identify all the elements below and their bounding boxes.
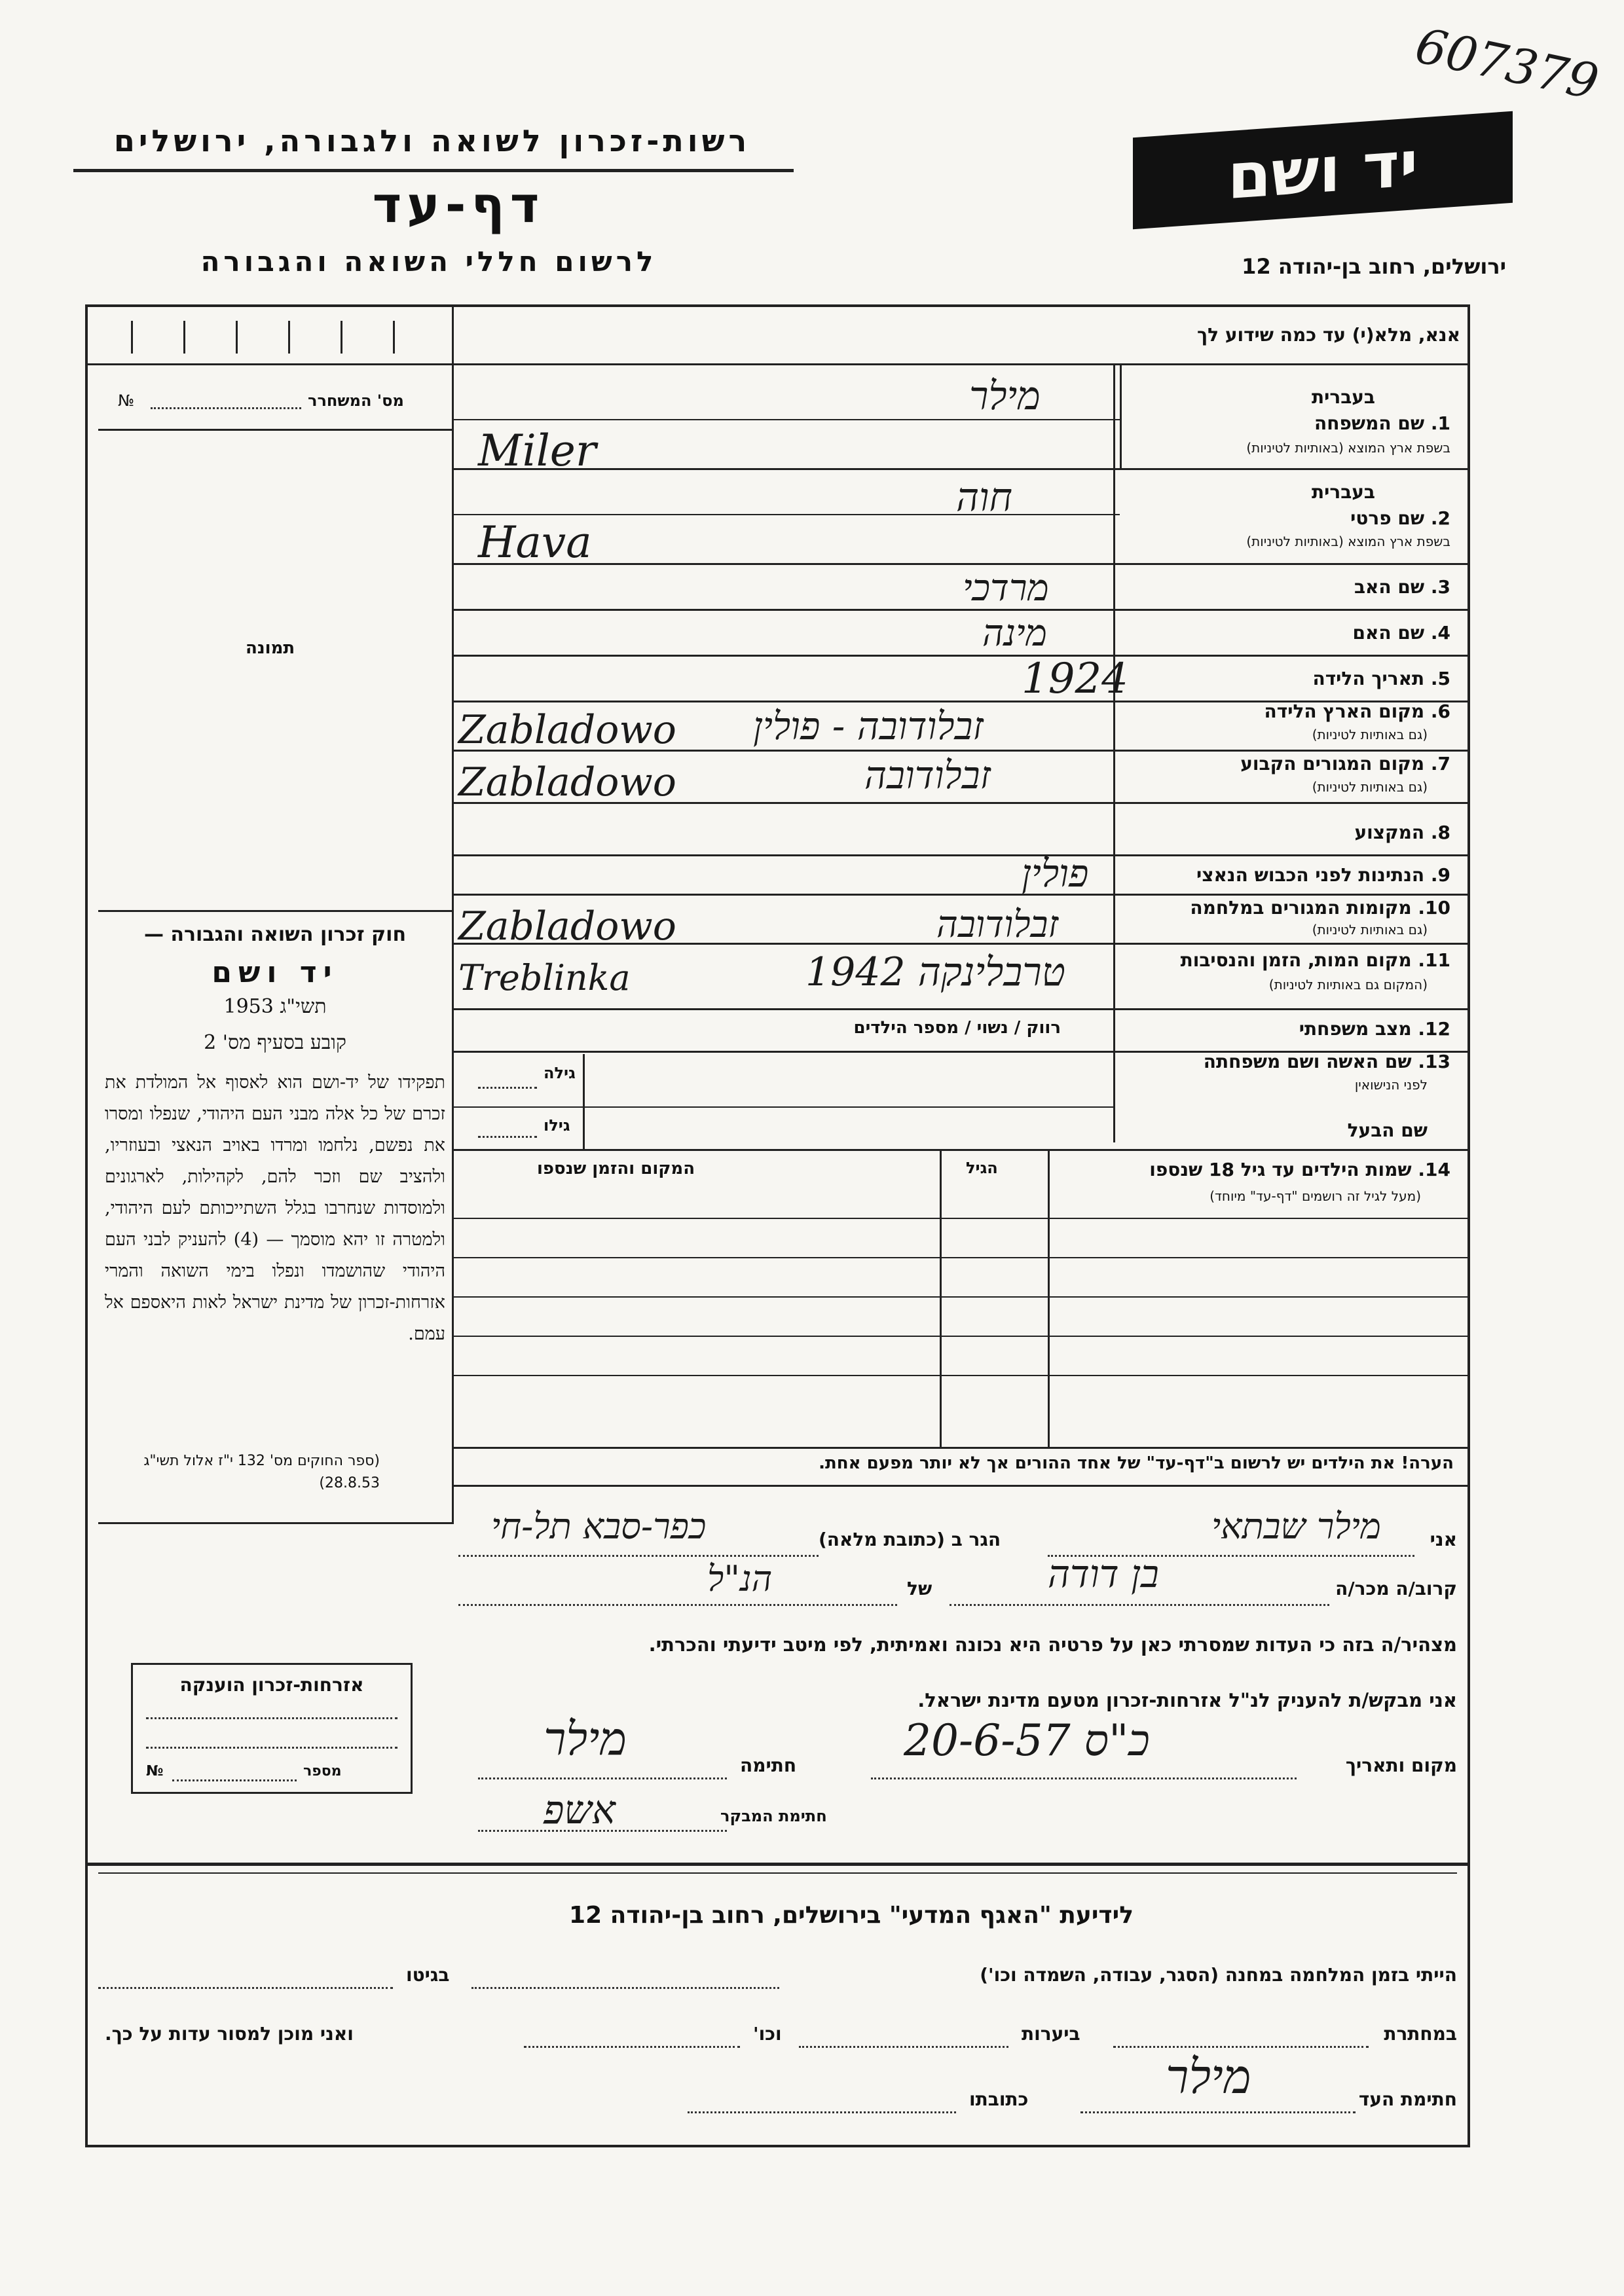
children-col-divider-1: [1048, 1149, 1050, 1447]
children-row-3: [452, 1296, 1470, 1298]
signature-value[interactable]: מילר: [544, 1712, 627, 1766]
intro-rule: [85, 363, 1470, 365]
decl-relation-line: [950, 1604, 1329, 1606]
reviewer-label: חתימת המבקר: [720, 1807, 827, 1825]
children-age-col: הגיל: [966, 1159, 998, 1177]
bottom-forests: ביערות: [1022, 2023, 1080, 2045]
cert-label: מס' המשחרר: [308, 392, 404, 410]
witness-signature-line: [1080, 2111, 1356, 2113]
row-rule-8: [452, 854, 1470, 856]
field-1-sub: בשפת ארץ המוצא (באותיות לטיניות): [1246, 440, 1450, 456]
bottom-underground: במחתרת: [1384, 2023, 1457, 2045]
law-title: חוק זכרון השואה והגבורה —: [143, 923, 407, 946]
decl-address[interactable]: כפר-סבא תל-חי: [491, 1506, 707, 1547]
field-13-sub: לפני הנישואין: [1354, 1077, 1428, 1093]
field-7-sub: (גם באותיות לטיניות): [1312, 779, 1428, 795]
field-2-hebrew-value[interactable]: חוה: [956, 475, 1013, 520]
field-1-label: 1. שם המשפחה: [1314, 412, 1450, 434]
institution-address: ירושלים, רחוב בן-יהודה 12: [1242, 254, 1506, 279]
cert-rule: [98, 429, 452, 431]
form-subtitle: לרשום חללי השואה והגבורה: [200, 246, 657, 278]
decl-lives-label: הגר ב (כתובת מלאה): [819, 1529, 1001, 1550]
age-divider: [583, 1054, 585, 1149]
citizenship-number-field[interactable]: [172, 1779, 297, 1781]
reviewer-line: [478, 1830, 727, 1832]
row-rule-14: [452, 1149, 1470, 1151]
decl-relation2[interactable]: הנ"ל: [707, 1558, 773, 1599]
field-10-latin-value[interactable]: Zabladowo: [458, 903, 676, 949]
field-7-label: 7. מקום המגורים הקבוע: [1240, 753, 1450, 774]
children-row-2: [452, 1257, 1470, 1258]
lang-divider: [1120, 363, 1122, 468]
law-top-rule: [98, 910, 452, 912]
field-11-hebrew-value[interactable]: טרבלינקה 1942: [805, 949, 1065, 995]
bottom-camp-field[interactable]: [471, 1987, 779, 1989]
decl-statement: מצהיר/ה בזה כי העדות שמסרתי כאן על פרטיה היא נכונה ואמיתית, לפי מיטב ידיעתי והכרתי.: [648, 1633, 1457, 1656]
field-13-label: 13. שם האשה ושם משפחתה: [1203, 1051, 1450, 1072]
bottom-forests-field[interactable]: [799, 2046, 1008, 2048]
citizenship-title: אזרחות-זכרון הוענקה: [179, 1674, 364, 1696]
decl-of-line: [458, 1604, 897, 1606]
field-12-label: 12. מצב משפחתי: [1299, 1018, 1450, 1040]
citizenship-line-1: [146, 1717, 397, 1719]
row-rule-3: [452, 609, 1470, 611]
field-4-value[interactable]: מינה: [982, 612, 1047, 655]
row-rule-2: [452, 563, 1470, 565]
yad-vashem-logo: [1133, 111, 1513, 230]
institution-name: רשות-זכרון לשואה ולגבורה, ירושלים: [113, 123, 751, 158]
place-date-label: מקום ותאריך: [1345, 1755, 1457, 1776]
decl-relation[interactable]: בן דודה: [1048, 1552, 1159, 1596]
bottom-ready: ואני מוכן למסור עדות על כך.: [105, 2023, 354, 2045]
field-4-label: 4. שם האם: [1352, 622, 1450, 644]
field-9-value[interactable]: פולין: [1022, 851, 1089, 896]
signature-line: [478, 1777, 727, 1779]
note-rule: [452, 1485, 1470, 1487]
intro-text: אנא, מלא(י) עד כמה שידוע לך: [1196, 324, 1460, 346]
field-14-label: 14. שמות הילדים עד גיל 18 שנספו: [1149, 1159, 1450, 1180]
field-11-label: 11. מקום המות, הזמן והנסיבות: [1180, 949, 1450, 971]
bottom-section-rule-2: [98, 1872, 1457, 1874]
field-6-hebrew-value[interactable]: זבלודובה - פולין: [753, 704, 984, 748]
field-5-value[interactable]: 1924: [1022, 655, 1128, 703]
wife-age-label: גילה: [544, 1064, 576, 1082]
citizenship-no: №: [146, 1763, 164, 1779]
place-date-value[interactable]: כ"ס 20-6-57: [904, 1715, 1150, 1766]
marital-status-options: רווק / נשוי / מספר הילדים: [853, 1018, 1061, 1038]
law-bottom-rule: [98, 1522, 454, 1524]
children-row-4: [452, 1336, 1470, 1337]
bottom-line1-end: בגיטו: [406, 1964, 450, 1986]
field-3-label: 3. שם האב: [1354, 576, 1450, 598]
cert-no-label: №: [118, 392, 134, 410]
field-3-value[interactable]: מרדכי: [963, 567, 1049, 610]
row-rule-13: [452, 1106, 1113, 1108]
field-11-latin-value[interactable]: Treblinka: [458, 957, 631, 998]
field-2-sub: בשפת ארץ המוצא (באותיות לטיניות): [1246, 534, 1450, 549]
field-1-hebrew-value[interactable]: מילר: [969, 373, 1041, 419]
decl-i: אני: [1430, 1529, 1457, 1550]
row-rule-1a: [452, 419, 1120, 420]
label-column-divider: [1113, 363, 1115, 1142]
lang-hebrew-1: בעברית: [1311, 386, 1375, 408]
field-6-label: 6. מקום הארץ הלידה: [1264, 701, 1450, 722]
header-rule: [73, 169, 794, 172]
bottom-section-rule: [85, 1863, 1470, 1866]
citizenship-line-2: [146, 1747, 397, 1749]
bottom-ghetto-field[interactable]: [98, 1987, 393, 1989]
bottom-underground-field[interactable]: [1113, 2046, 1369, 2048]
field-2-latin-value[interactable]: Hava: [478, 517, 592, 568]
row-rule-9: [452, 894, 1470, 896]
left-column-divider: [452, 304, 454, 1522]
field-2-label: 2. שם פרטי: [1350, 507, 1450, 529]
tick-strip: [111, 321, 419, 354]
citizenship-number-label: מספר: [303, 1763, 342, 1779]
row-rule-11: [452, 1008, 1470, 1010]
lang-hebrew-2: בעברית: [1311, 481, 1375, 503]
witness-signature-label: חתימת העד: [1358, 2088, 1457, 2110]
wife-age-field[interactable]: [478, 1087, 537, 1089]
bottom-heading: לידיעת "האגף המדעי" בירושלים, רחוב בן-יהודה 12: [569, 1902, 1134, 1929]
field-1-latin-value[interactable]: Miler: [478, 426, 597, 476]
decl-request: אני מבקש/ת להעניק לנ"ל אזרחות-זכרון מטעם מדינת ישראל.: [917, 1689, 1457, 1711]
logo-text: יד ושם: [1227, 126, 1418, 214]
bottom-etc: וכו': [753, 2023, 782, 2045]
law-text: תפקידו של יד-ושם הוא לאסוף אל המולדת את זכרם של כל אלה מבני העם היהודי, שנפלו ומסרו את נפשם, נלחמו ומרדו באויב הנאצי ובעוזריו, ולהציב שם וזכר להם, לקהילות, לארגונים ולמוסדות שנחרבו בגלל השתייכותם לעם היהודי, ולמטרה זו יהא מוסמך — (4) להעניק לבני העם היהודי שהושמדו ונפלו בימי השואה והמרי אזרחות-זכרון של מדינת ישראל לאות היאספם אל עמם.: [105, 1072, 445, 1344]
husband-age-field[interactable]: [478, 1136, 537, 1138]
law-year: תשי"ג 1953: [223, 995, 327, 1018]
field-6-sub: (גם באותיות לטיניות): [1312, 727, 1428, 742]
children-bottom-rule: [452, 1447, 1470, 1449]
witness-address-label: כתובתו: [969, 2088, 1029, 2110]
row-rule-1: [452, 468, 1470, 470]
decl-address-line: [458, 1555, 819, 1557]
bottom-line1: הייתי בזמן המלחמה במחנה (הסגר, עבודה, השמדה וכו'): [980, 1964, 1457, 1986]
law-clause: קובע בסעיף מס' 2: [204, 1031, 346, 1054]
photo-label: תמונה: [246, 638, 295, 658]
children-col-divider-2: [940, 1149, 942, 1447]
law-reference: (ספר החוקים מס' 132 י"ז אלול תשי"ג 28.8.53): [143, 1453, 380, 1491]
children-note: הערה! את הילדים יש לרשום ב"דף-עד" של אחד ההורים אך לא יותר מפעם אחת.: [819, 1453, 1454, 1473]
field-9-label: 9. הנתינות לפני הכבוש הנאצי: [1196, 864, 1450, 886]
husband-age-label: גילו: [544, 1116, 570, 1135]
field-10-sub: (גם באותיות לטיניות): [1312, 922, 1428, 938]
field-10-label: 10. מקומות המגורים במלחמה: [1190, 897, 1450, 919]
row-rule-4: [452, 655, 1470, 657]
reviewer-signature[interactable]: אשפ: [544, 1787, 616, 1833]
decl-of: של: [907, 1578, 932, 1599]
cert-number-field[interactable]: [151, 407, 301, 409]
form-title: דף-עד: [372, 175, 545, 234]
place-date-line: [871, 1777, 1297, 1779]
witness-signature[interactable]: מילר: [1166, 2049, 1251, 2104]
decl-relative-label: קרוב/ה מכר/ה: [1335, 1578, 1457, 1599]
field-10-hebrew-value[interactable]: זבלודובה: [936, 903, 1059, 946]
children-row-5: [452, 1375, 1470, 1376]
field-14-sub: (מעל לגיל זה רושמים "דף-עד" מיוחד): [1209, 1188, 1421, 1204]
citizenship-box: [131, 1663, 413, 1794]
husband-label: שם הבעל: [1347, 1120, 1428, 1141]
signature-label: חתימה: [740, 1755, 797, 1776]
bottom-etc-field[interactable]: [524, 2046, 740, 2048]
field-7-latin-value[interactable]: Zabladowo: [458, 759, 676, 805]
children-row-1: [452, 1218, 1470, 1219]
row-rule-2a: [452, 514, 1120, 515]
field-8-label: 8. המקצוע: [1354, 822, 1450, 843]
field-7-hebrew-value[interactable]: זבלודובה: [864, 753, 991, 797]
decl-name[interactable]: מילר שבתאי: [1211, 1506, 1381, 1547]
field-6-latin-value[interactable]: Zabladowo: [458, 707, 676, 753]
law-name: יד ושם: [212, 956, 339, 989]
field-5-label: 5. תאריך הלידה: [1312, 668, 1450, 689]
witness-address-field[interactable]: [688, 2111, 956, 2113]
field-11-sub: (המקום גם באותיות לטיניות): [1268, 977, 1428, 993]
children-place-col: המקום והזמן שנספו: [537, 1159, 695, 1178]
archive-number: 607379: [1411, 17, 1604, 111]
